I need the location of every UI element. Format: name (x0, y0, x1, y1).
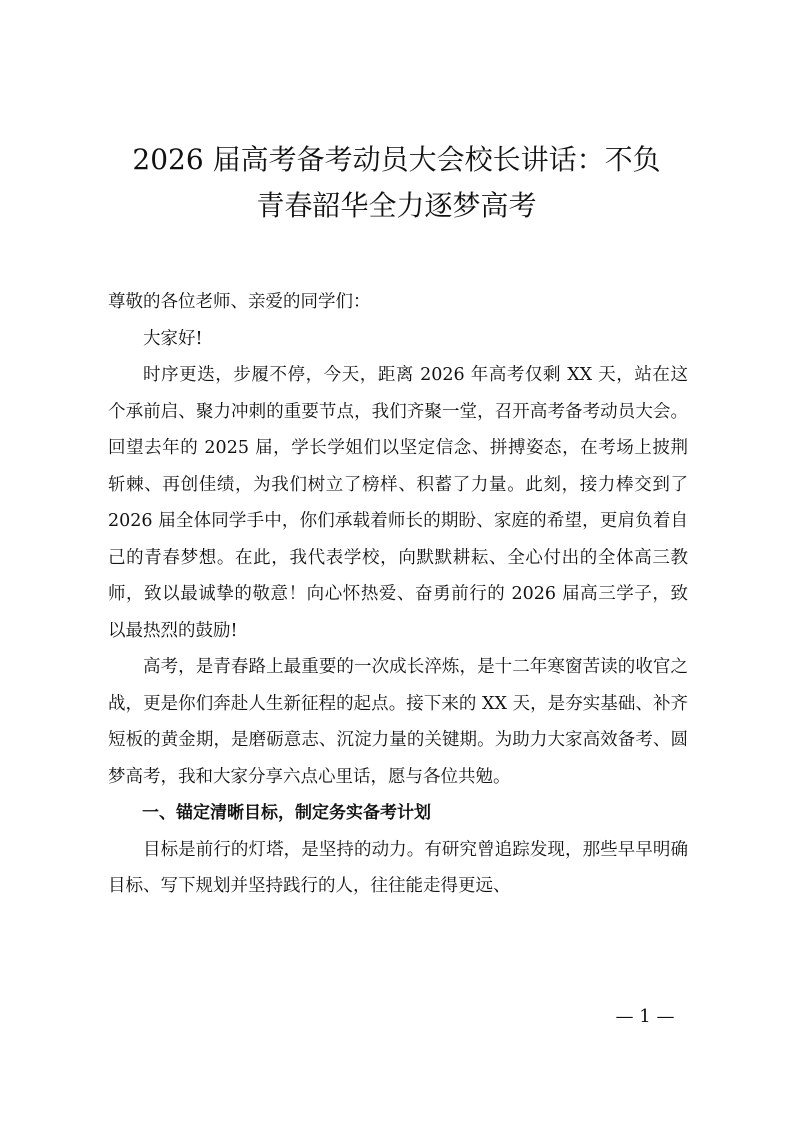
salutation: 尊敬的各位老师、亲爱的同学们： (108, 292, 371, 312)
title-line-2: 青春韶华全力逐梦高考 (256, 189, 537, 222)
section-heading-1: 一、锚定清晰目标，制定务实备考计划 (142, 803, 431, 823)
paragraph-3: 目标是前行的灯塔，是坚持的动力。有研究曾追踪发现，那些早早明确目标、写下规划并坚持践行的人，往往能走得更远、 (108, 839, 688, 896)
document-body (108, 284, 688, 905)
paragraph-1: 时序更迭，步履不停，今天，距离 2026 年高考仅剩 XX 天，站在这个承前启、聚力冲刺的重要节点，我们齐聚一堂，召开高考备考动员大会。回望去年的 2025 届，学长学姐们以坚定信念、拼搏姿态，在考场上披荆斩棘、再创佳绩，为我们树立了榜样、积蓄了力量。此刻，接力棒交到了 2026 届全体同学手中，你们承载着师长的期盼、家庭的希望，更肩负着自己的青春梦想。在此，我代表学校，向默默耕耘、全心付出的全体高三教师，致以最诚挚的敬意！向心怀热爱、奋勇前行的 2026 届高三学子，致以最热烈的鼓励! (108, 365, 688, 641)
title-line-1: 2026 届高考备考动员大会校长讲话：不负 (132, 143, 661, 176)
greeting: 大家好! (143, 328, 203, 349)
page-number: — 1 — (615, 1006, 675, 1027)
paragraph-2: 高考，是青春路上最重要的一次成长淬炼，是十二年寒窗苦读的收官之战，更是你们奔赴人生新征程的起点。接下来的 XX 天，是夯实基础、补齐短板的黄金期，是磨砺意志、沉淀力量的关键期。为助力大家高效备考、圆梦高考，我和大家分享六点心里话，愿与各位共勉。 (108, 657, 688, 787)
document-title (100, 137, 693, 229)
